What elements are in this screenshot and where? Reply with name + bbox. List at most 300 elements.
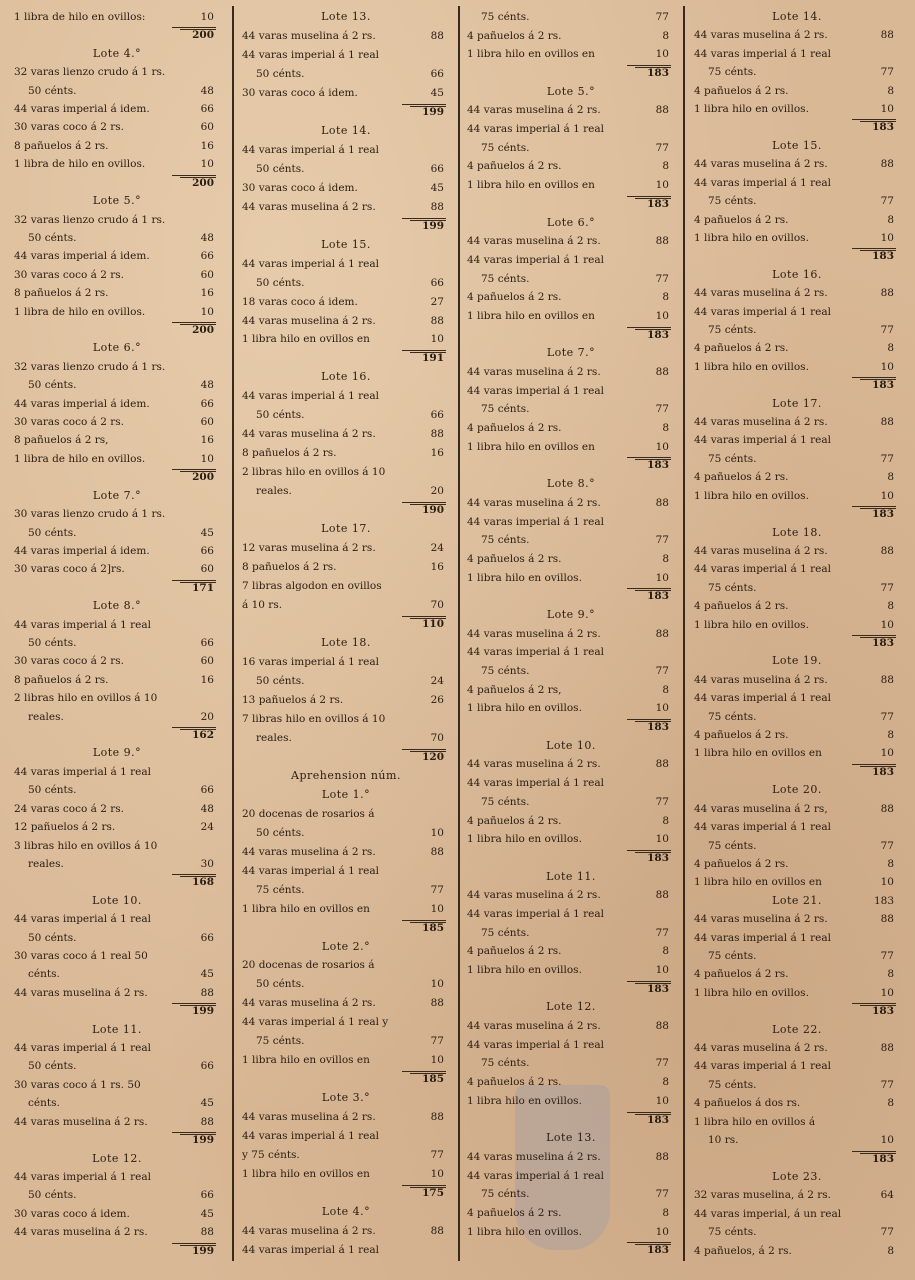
entry-amount: 8 — [887, 600, 894, 613]
lote-heading — [467, 608, 675, 622]
entry-line — [14, 526, 220, 540]
entry-text: Lote 15. — [321, 237, 371, 251]
entry-text: 50 cénts. — [28, 931, 77, 944]
entry-line — [467, 290, 675, 304]
entry-text: 12 varas muselina á 2 rs. — [242, 542, 376, 555]
entry-line — [242, 200, 450, 214]
entry-amount: 48 — [200, 84, 214, 97]
entry-text: Lote 11. — [546, 869, 596, 883]
entry-text: 44 varas imperial á 1 real — [694, 563, 831, 576]
entry-line — [467, 776, 675, 790]
entry-line — [694, 194, 900, 208]
lote-total — [242, 750, 450, 764]
entry-text: 1 libra hilo en ovillos. — [694, 986, 809, 999]
entry-amount: 20 — [200, 710, 214, 723]
entry-line — [14, 1170, 220, 1184]
entry-text: 4 pañuelos á 2 rs. — [694, 342, 789, 355]
lote-heading — [467, 346, 675, 360]
entry-text: 4 pañuelos á 2 rs. — [467, 1076, 562, 1089]
lote-heading — [242, 238, 450, 252]
entry-amount: 8 — [662, 945, 669, 958]
entry-text: 44 varas imperial á 1 real — [242, 48, 379, 61]
lote-total — [467, 66, 675, 80]
entry-line — [242, 1034, 450, 1048]
entry-line — [242, 598, 450, 612]
entry-line — [242, 143, 450, 157]
lote-heading — [694, 1170, 900, 1184]
entry-text: 4 pañuelos á 2 rs. — [467, 160, 562, 173]
entry-line — [242, 541, 450, 555]
entry-text: 44 varas imperial á 1 real — [467, 1169, 604, 1182]
entry-line — [14, 967, 220, 981]
lote-total — [467, 197, 675, 211]
entry-amount: 88 — [655, 235, 669, 248]
lote-heading — [14, 341, 220, 355]
entry-text: 50 cénts. — [28, 526, 77, 539]
entry-amount: 88 — [430, 1225, 444, 1238]
entry-line — [242, 1148, 450, 1162]
entry-line — [467, 178, 675, 192]
entry-line — [14, 857, 220, 871]
entry-amount: 60 — [200, 121, 214, 134]
entry-line — [14, 286, 220, 300]
entry-text: 7 libras algodon en ovillos — [242, 580, 382, 593]
entry-line — [694, 1225, 900, 1239]
entry-text: 44 varas imperial á idem. — [14, 544, 150, 557]
entry-text: 4 pañuelos á 2 rs, — [467, 683, 562, 696]
entry-text: 18 varas coco á idem. — [242, 295, 358, 308]
entry-text: 44 varas imperial á 1 real — [242, 1244, 379, 1257]
entry-amount: 183 — [647, 851, 669, 864]
entry-amount: 10 — [655, 702, 669, 715]
entry-text: 1 libra hilo en ovillos. — [467, 964, 582, 976]
entry-line — [14, 691, 220, 705]
entry-line — [14, 249, 220, 263]
entry-amount: 185 — [422, 1073, 444, 1086]
entry-amount: 66 — [200, 544, 214, 557]
entry-amount: 183 — [872, 637, 894, 649]
entry-text: 44 varas muselina á 2 rs. — [694, 913, 828, 926]
entry-text: y 75 cénts. — [242, 1149, 300, 1162]
entry-amount: 88 — [655, 496, 669, 509]
entry-text: 44 varas muselina á 2 rs. — [242, 1111, 376, 1124]
entry-text: 44 varas imperial á 1 real — [467, 907, 604, 920]
entry-amount: 10 — [880, 876, 894, 889]
entry-text: 44 varas imperial á 1 real — [467, 646, 604, 659]
entry-line — [14, 65, 220, 79]
entry-text: 32 varas muselina, á 2 rs. — [694, 1189, 831, 1202]
entry-text: 1 libra hilo en ovillos en — [242, 1168, 370, 1181]
entry-text: 50 cénts. — [28, 1060, 77, 1073]
entry-amount: 10 — [880, 231, 894, 244]
lote-total — [14, 28, 220, 42]
entry-amount: 77 — [655, 795, 669, 808]
entry-text: 44 varas muselina á 2 rs. — [467, 889, 601, 902]
entry-line — [14, 931, 220, 945]
lote-heading — [694, 654, 900, 668]
entry-amount: 88 — [880, 158, 894, 171]
entry-text: Lote 21. — [772, 893, 822, 907]
entry-line — [242, 560, 450, 574]
entry-text: 1 libra hilo en ovillos. — [467, 571, 582, 584]
entry-text: 44 varas muselina á 2 rs. — [242, 29, 376, 42]
entry-text: 50 cénts. — [256, 826, 305, 839]
entry-amount: 10 — [655, 833, 669, 846]
entry-text: 44 varas imperial á idem. — [14, 103, 150, 116]
entry-amount: 8 — [662, 814, 669, 827]
lote-total — [694, 507, 900, 521]
entry-amount: 77 — [880, 195, 894, 208]
lote-total — [14, 470, 220, 484]
entry-amount: 10 — [880, 103, 894, 116]
entry-amount: 77 — [880, 452, 894, 465]
entry-text: 75 cénts. — [708, 324, 757, 336]
entry-text: cénts. — [28, 968, 60, 981]
entry-text: 50 cénts. — [256, 276, 305, 289]
entry-line — [467, 365, 675, 379]
entry-text: Lote 13. — [321, 10, 371, 23]
entry-text: 44 varas muselina á 2 rs. — [14, 986, 148, 999]
entry-text: 13 pañuelos á 2 rs. — [242, 693, 344, 706]
entry-text: Lote 22. — [772, 1022, 822, 1036]
entry-amount: 10 — [880, 618, 894, 631]
entry-text: 30 varas lienzo crudo á 1 rs. — [14, 508, 166, 521]
entry-amount: 183 — [872, 250, 894, 263]
entry-amount: 16 — [200, 673, 214, 686]
entry-amount: 16 — [200, 434, 214, 447]
entry-line — [14, 618, 220, 632]
entry-text: 44 varas muselina á 2 rs. — [14, 1226, 148, 1239]
lote-heading — [467, 870, 675, 884]
lote-total — [14, 875, 220, 889]
entry-line — [242, 693, 450, 707]
entry-amount: 88 — [430, 1111, 444, 1124]
entry-amount: 88 — [880, 29, 894, 42]
lote-heading — [242, 1205, 450, 1219]
entry-text: Lote 14. — [772, 10, 822, 23]
entry-text: Lote 18. — [772, 525, 822, 539]
entry-amount: 88 — [655, 104, 669, 117]
entry-text: 1 libra hilo en ovillos en — [467, 48, 595, 61]
entry-amount: 77 — [880, 324, 894, 336]
entry-line — [14, 433, 220, 447]
entry-amount: 183 — [647, 982, 669, 995]
entry-text: 44 varas imperial á 1 real — [242, 864, 379, 877]
entry-text: 50 cénts. — [256, 67, 305, 80]
lote-total — [14, 1004, 220, 1018]
entry-line — [242, 883, 450, 897]
entry-text: 30 varas coco á 2 rs. — [14, 121, 124, 134]
entry-amount: 88 — [200, 986, 214, 999]
lote-total — [694, 249, 900, 263]
entry-amount: 27 — [430, 295, 444, 308]
lote-total — [14, 581, 220, 595]
entry-amount: 10 — [430, 1168, 444, 1181]
entry-line — [694, 931, 900, 945]
entry-text: 50 cénts. — [256, 162, 305, 175]
entry-line — [694, 65, 900, 79]
entry-text: Lote 3.° — [321, 1091, 371, 1105]
entry-amount: 66 — [200, 103, 214, 116]
entry-line — [242, 996, 450, 1010]
entry-text: Lote 4.° — [321, 1205, 371, 1219]
entry-line — [694, 820, 900, 834]
entry-amount: 183 — [647, 459, 669, 472]
entry-line — [467, 141, 675, 155]
entry-text: Lote 20. — [772, 783, 822, 797]
entry-amount: 183 — [872, 765, 894, 778]
entry-text: 75 cénts. — [708, 1078, 757, 1091]
entry-line — [467, 926, 675, 940]
entry-line — [467, 1169, 675, 1183]
lote-heading — [694, 139, 900, 153]
entry-amount: 60 — [200, 268, 214, 281]
entry-amount: 77 — [655, 926, 669, 939]
entry-text: 1 libra hilo en ovillos en — [694, 876, 822, 889]
entry-line — [242, 162, 450, 176]
entry-amount: 20 — [430, 485, 444, 498]
text-column-2 — [242, 0, 450, 1280]
entry-line — [242, 845, 450, 859]
entry-text: 44 varas muselina á 2 rs. — [467, 1150, 601, 1163]
entry-line — [14, 378, 220, 392]
entry-line — [467, 907, 675, 921]
entry-amount: 77 — [880, 66, 894, 79]
entry-text: 1 libra hilo en ovillos. — [694, 360, 809, 373]
entry-line — [694, 967, 900, 981]
entry-line — [694, 949, 900, 963]
entry-line — [242, 86, 450, 100]
entry-text: 50 cénts. — [28, 1189, 77, 1202]
lote-heading — [694, 526, 900, 540]
entry-amount: 10 — [655, 309, 669, 322]
entry-line — [14, 397, 220, 411]
entry-text: 44 varas muselina á 2 rs. — [694, 673, 828, 686]
entry-amount: 88 — [655, 1150, 669, 1163]
entry-amount: 66 — [200, 931, 214, 944]
lote-heading — [14, 1023, 220, 1037]
entry-amount: 10 — [430, 1054, 444, 1067]
entry-text: 4 pañuelos á 2 rs. — [694, 471, 789, 484]
entry-amount: 8 — [662, 291, 669, 304]
entry-line — [467, 384, 675, 398]
entry-text: 75 cénts. — [481, 795, 530, 808]
entry-amount: 8 — [662, 160, 669, 173]
lote-total — [467, 1243, 675, 1257]
entry-amount: 10 — [880, 747, 894, 760]
entry-line — [14, 84, 220, 98]
entry-line — [242, 712, 450, 726]
entry-amount: 10 — [880, 360, 894, 373]
entry-text: 44 varas imperial á 1 real — [14, 1042, 151, 1055]
entry-text: Lote 15. — [772, 138, 822, 152]
entry-text: 44 varas imperial á 1 real — [467, 123, 604, 136]
entry-amount: 191 — [422, 352, 444, 365]
entry-amount: 60 — [200, 563, 214, 576]
entry-amount: 10 — [430, 826, 444, 839]
entry-amount: 66 — [200, 1189, 214, 1202]
lote-total — [242, 503, 450, 517]
entry-text: 1 libra hilo en ovillos. — [694, 489, 809, 502]
entry-line — [694, 986, 900, 1000]
entry-text: 1 libra hilo en ovillos á — [694, 1115, 816, 1128]
lote-total — [242, 617, 450, 631]
entry-line — [14, 562, 220, 576]
entry-line — [694, 544, 900, 558]
entry-line — [467, 402, 675, 416]
entry-text: 30 varas coco á idem. — [242, 181, 358, 194]
entry-text: 75 cénts. — [708, 710, 757, 723]
entry-amount: 10 — [655, 571, 669, 584]
entry-text: 8 pañuelos á 2 rs. — [242, 561, 337, 574]
entry-line — [467, 571, 675, 585]
entry-text: 3 libras hilo en ovillos á 10 — [14, 839, 158, 852]
lote-total — [467, 982, 675, 996]
lote-total — [694, 765, 900, 779]
entry-line — [14, 765, 220, 779]
entry-amount: 88 — [880, 673, 894, 686]
entry-amount: 77 — [655, 1188, 669, 1201]
entry-amount: 199 — [192, 1244, 214, 1257]
entry-line — [14, 673, 220, 687]
entry-amount: 77 — [655, 403, 669, 416]
lote-total — [467, 851, 675, 865]
entry-line — [694, 802, 900, 816]
entry-amount: 77 — [655, 11, 669, 23]
entry-line — [694, 857, 900, 871]
entry-text: Lote 1.° — [321, 787, 371, 801]
entry-text: 44 varas imperial á 1 real — [467, 1038, 604, 1051]
entry-line — [694, 691, 900, 705]
entry-amount: 45 — [430, 86, 444, 99]
entry-text: 44 varas muselina á 2 rs. — [694, 287, 828, 300]
entry-text: Lote 17. — [772, 396, 822, 410]
entry-line — [14, 139, 220, 153]
entry-amount: 8 — [887, 342, 894, 355]
entry-text: 44 varas muselina á 2 rs. — [694, 158, 828, 171]
entry-text: 1 libra hilo en ovillos en — [242, 902, 370, 915]
entry-amount: 66 — [430, 276, 444, 289]
entry-text: 30 varas coco á 1 rs. 50 — [14, 1078, 141, 1091]
entry-line — [14, 507, 220, 521]
entry-amount: 199 — [192, 1134, 214, 1147]
entry-amount: 162 — [192, 729, 214, 742]
entry-text: 4 pañuelos á 2 rs. — [694, 968, 789, 981]
entry-line — [467, 159, 675, 173]
entry-line — [242, 276, 450, 290]
entry-line — [14, 1096, 220, 1110]
entry-line — [467, 645, 675, 659]
entry-text: 1 libra hilo en ovillos. — [467, 833, 582, 846]
lote-heading — [694, 894, 900, 908]
entry-line — [467, 1187, 675, 1201]
entry-line — [467, 664, 675, 678]
entry-text: 44 varas muselina á 2 rs. — [467, 496, 601, 509]
entry-line — [242, 731, 450, 745]
entry-text: 44 varas muselina á 2 rs. — [467, 366, 601, 379]
lote-heading — [467, 739, 675, 753]
entry-amount: 88 — [880, 287, 894, 300]
entry-text: 44 varas imperial á 1 real — [694, 434, 831, 447]
entry-amount: 200 — [192, 471, 214, 484]
entry-text: cénts. — [28, 1097, 60, 1110]
text-column-3 — [467, 0, 675, 1280]
entry-line — [694, 433, 900, 447]
entry-line — [14, 120, 220, 134]
lote-heading — [242, 10, 450, 24]
entry-amount: 77 — [880, 950, 894, 962]
entry-amount: 10 — [430, 978, 444, 991]
entry-line — [694, 28, 900, 42]
entry-amount: 175 — [422, 1187, 444, 1200]
lote-heading — [467, 477, 675, 491]
column-rule — [458, 6, 460, 1261]
entry-line — [242, 977, 450, 991]
entry-amount: 48 — [200, 231, 214, 244]
entry-amount: 10 — [430, 902, 444, 915]
entry-line — [694, 1188, 900, 1202]
entry-text: Lote 7.° — [546, 346, 596, 360]
entry-amount: 120 — [422, 750, 444, 763]
entry-line — [467, 440, 675, 454]
lote-heading — [242, 940, 450, 954]
entry-amount: 77 — [655, 1057, 669, 1070]
entry-amount: 30 — [200, 857, 214, 870]
lote-total — [242, 105, 450, 119]
entry-text: 1 libra de hilo en ovillos: — [14, 11, 146, 23]
lote-total — [694, 1152, 900, 1166]
entry-line — [694, 1059, 900, 1073]
entry-line — [694, 673, 900, 687]
entry-line — [14, 1225, 220, 1239]
lote-total — [467, 328, 675, 342]
entry-line — [694, 1244, 900, 1258]
entry-amount: 10 — [655, 1225, 669, 1238]
entry-text: 4 pañuelos á 2 rs. — [467, 552, 562, 565]
entry-line — [14, 157, 220, 171]
entry-text: 8 pañuelos á 2 rs, — [14, 434, 109, 447]
lote-heading — [694, 1023, 900, 1037]
entry-text: 44 varas imperial á idem. — [14, 250, 150, 263]
entry-amount: 88 — [430, 29, 444, 42]
entry-text: 75 cénts. — [708, 195, 757, 208]
entry-text: Lote 9.° — [546, 607, 596, 621]
entry-amount: 16 — [430, 447, 444, 460]
entry-line — [242, 67, 450, 81]
entry-amount: 45 — [430, 181, 444, 194]
entry-line — [694, 323, 900, 337]
entry-text: 44 varas imperial á idem. — [14, 397, 150, 410]
entry-line — [467, 1075, 675, 1089]
entry-line — [242, 674, 450, 688]
entry-amount: 16 — [430, 561, 444, 574]
entry-amount: 190 — [422, 504, 444, 517]
entry-amount: 45 — [200, 1097, 214, 1110]
lote-total — [694, 1004, 900, 1018]
entry-amount: 88 — [655, 627, 669, 640]
entry-text: 44 varas imperial á 1 real — [242, 390, 379, 403]
entry-line — [242, 48, 450, 62]
entry-line — [467, 888, 675, 902]
entry-amount: 16 — [200, 139, 214, 152]
entry-amount: 8 — [887, 1244, 894, 1257]
lote-heading — [14, 489, 220, 503]
entry-amount: 10 — [200, 158, 214, 171]
entry-amount: 77 — [880, 1226, 894, 1239]
entry-text: 50 cénts. — [28, 231, 77, 244]
entry-text: 4 pañuelos á 2 rs. — [467, 814, 562, 827]
entry-line — [14, 1115, 220, 1129]
